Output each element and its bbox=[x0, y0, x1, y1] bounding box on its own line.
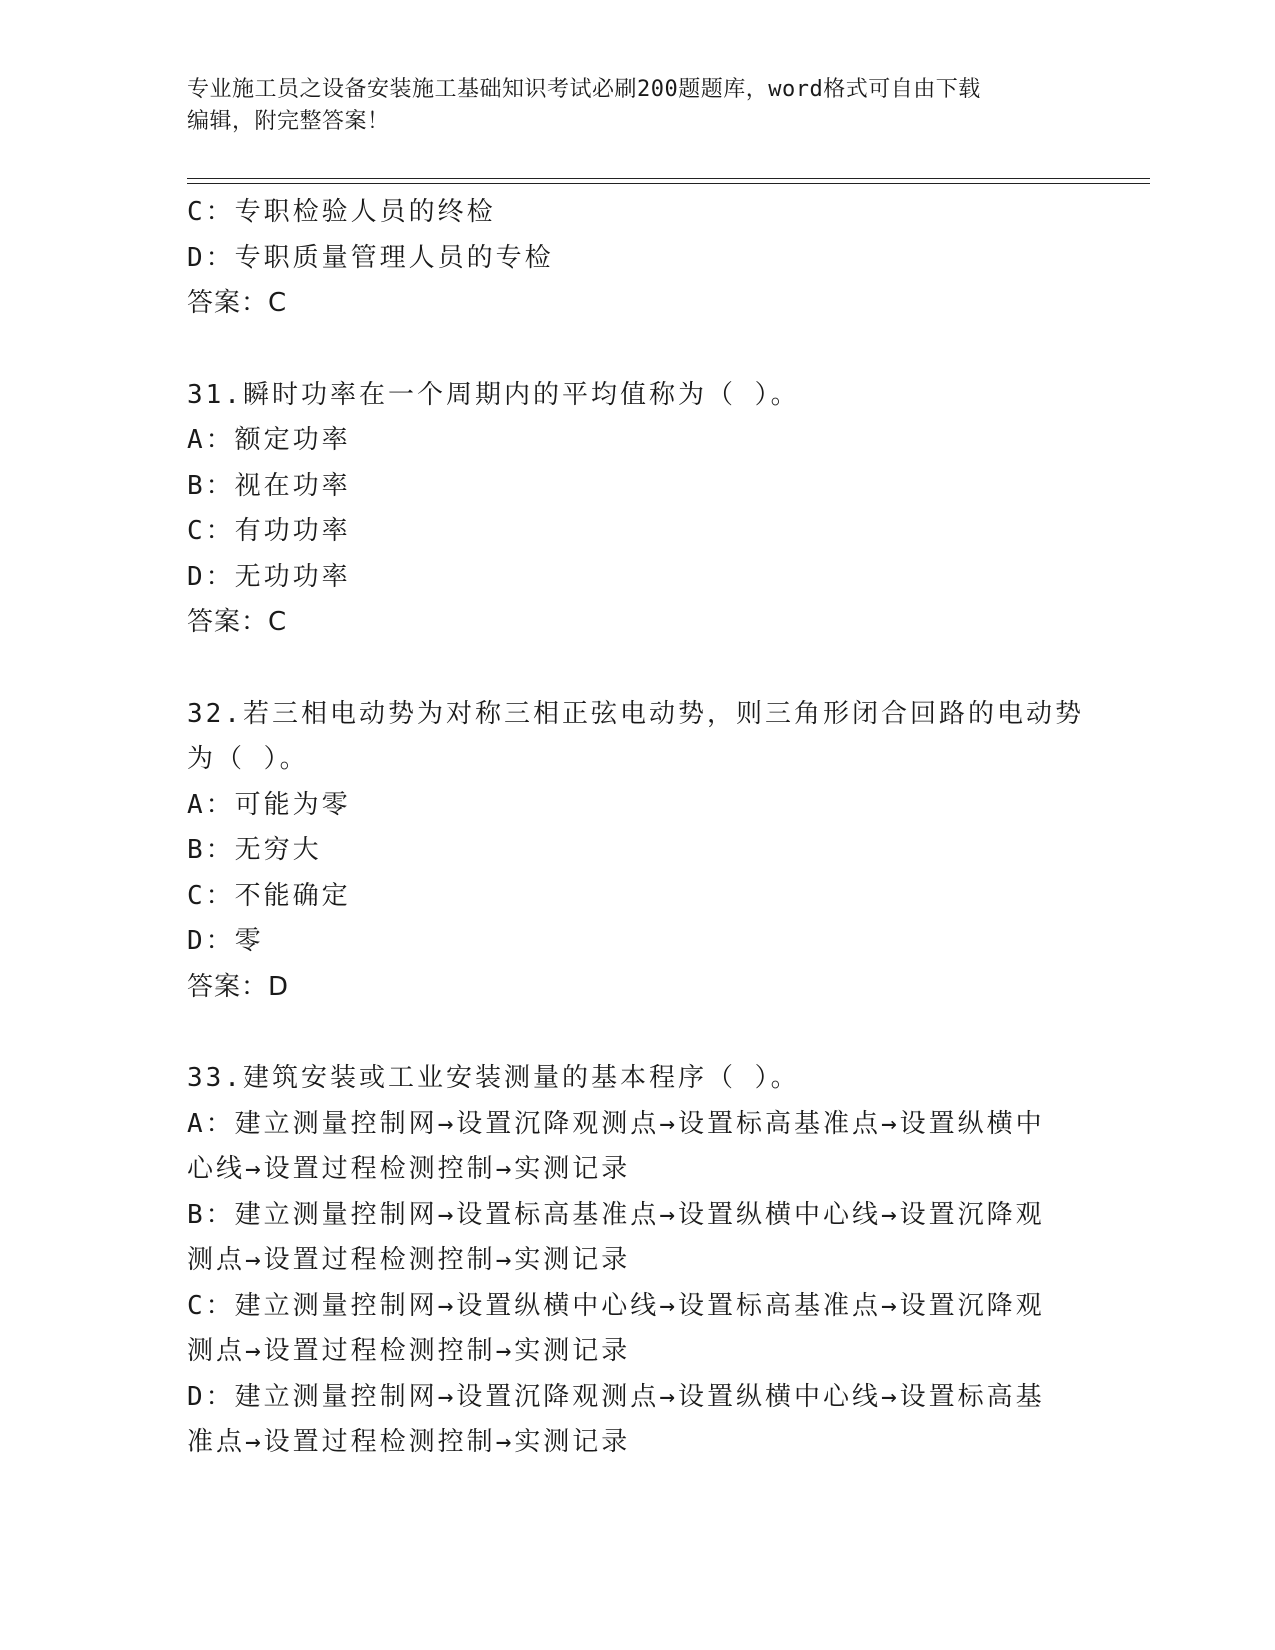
option-d: D：无功功率 bbox=[187, 561, 351, 592]
header-line-2: 编辑，附完整答案！ bbox=[187, 109, 390, 134]
header-divider-top bbox=[187, 178, 1150, 179]
option-b-line-1: B：建立测量控制网→设置标高基准点→设置纵横中心线→设置沉降观 bbox=[187, 1199, 1045, 1230]
option-c: C：有功功率 bbox=[187, 516, 351, 546]
option-c-line-2: 测点→设置过程检测控制→实测记录 bbox=[187, 1336, 631, 1366]
option-d: D：零 bbox=[187, 926, 264, 956]
option-a-line-1: A：建立测量控制网→设置沉降观测点→设置标高基准点→设置纵横中 bbox=[187, 1108, 1045, 1139]
answer: 答案：C bbox=[187, 288, 288, 318]
header-line-1: 专业施工员之设备安装施工基础知识考试必刷200题题库，word格式可自由下载 bbox=[187, 77, 981, 102]
option-c-line-1: C：建立测量控制网→设置纵横中心线→设置标高基准点→设置沉降观 bbox=[187, 1290, 1045, 1321]
option-a-line-2: 心线→设置过程检测控制→实测记录 bbox=[187, 1154, 631, 1184]
option-b-line-2: 测点→设置过程检测控制→实测记录 bbox=[187, 1245, 631, 1275]
option-a: A：可能为零 bbox=[187, 789, 351, 820]
question-33 bbox=[187, 1056, 1107, 1466]
document-header bbox=[187, 74, 1087, 138]
question-content bbox=[187, 190, 1107, 1466]
option-c: C：不能确定 bbox=[187, 880, 351, 911]
question-stem-line-1: 32.若三相电动势为对称三相正弦电动势，则三角形闭合回路的电动势 bbox=[187, 698, 1084, 729]
answer: 答案：C bbox=[187, 607, 288, 637]
option-b: B：无穷大 bbox=[187, 835, 322, 865]
header-divider-bottom bbox=[187, 183, 1150, 184]
option-c: C：专职检验人员的终检 bbox=[187, 197, 496, 227]
previous-question-tail bbox=[187, 190, 1107, 327]
option-b: B：视在功率 bbox=[187, 470, 351, 501]
question-stem: 31.瞬时功率在一个周期内的平均值称为（ ）。 bbox=[187, 379, 800, 410]
answer: 答案：D bbox=[187, 971, 290, 1002]
question-stem-line-2: 为（ ）。 bbox=[187, 744, 309, 774]
option-d-line-2: 准点→设置过程检测控制→实测记录 bbox=[187, 1427, 631, 1457]
question-stem: 33.建筑安装或工业安装测量的基本程序（ ）。 bbox=[187, 1063, 800, 1093]
question-31 bbox=[187, 373, 1107, 646]
option-d: D：专职质量管理人员的专检 bbox=[187, 242, 554, 273]
option-d-line-1: D：建立测量控制网→设置沉降观测点→设置纵横中心线→设置标高基 bbox=[187, 1381, 1045, 1412]
option-a: A：额定功率 bbox=[187, 425, 351, 455]
question-32 bbox=[187, 692, 1107, 1011]
